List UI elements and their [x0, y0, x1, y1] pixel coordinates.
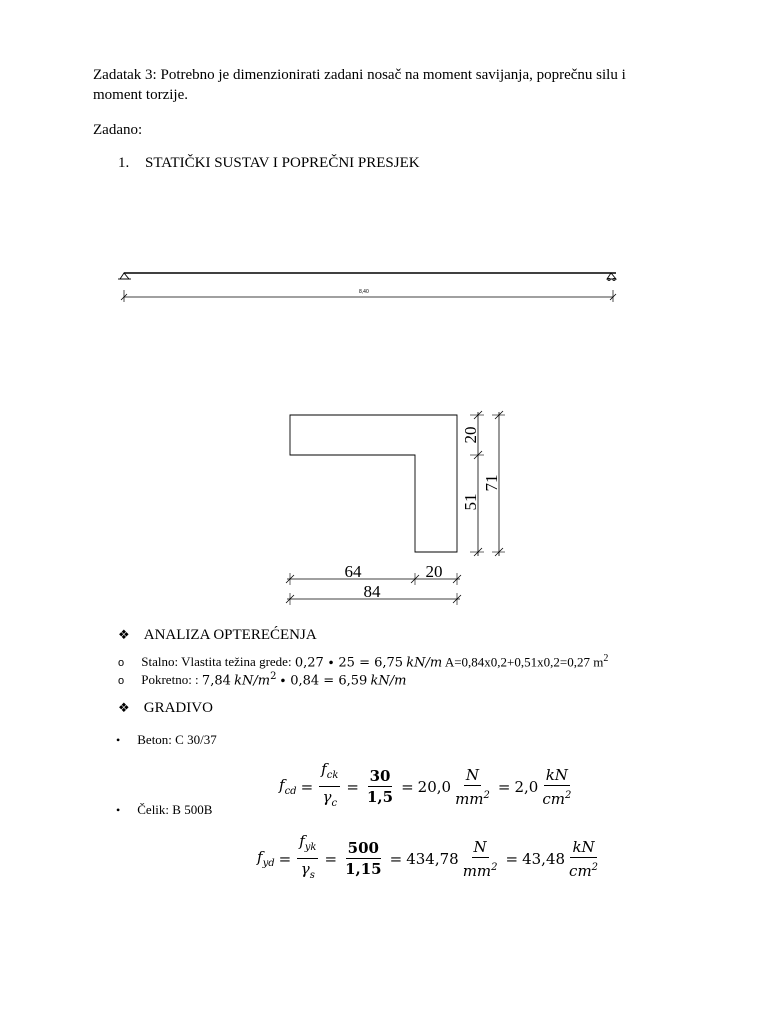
- dot-bullet-icon: •: [116, 803, 121, 817]
- material-title: GRADIVO: [143, 700, 213, 716]
- dim-total-height-label: 71: [482, 474, 501, 492]
- dim-flange-overhang-label: 64: [344, 562, 362, 581]
- circle-bullet-icon: o: [118, 675, 125, 688]
- concrete-item: [116, 731, 217, 749]
- equals-sign: =: [401, 777, 414, 796]
- live-load-item: [118, 668, 407, 690]
- fyd-lhs: $f_{yd}$: [257, 848, 275, 869]
- live-load-unit2: kN/m: [370, 673, 407, 689]
- equals-sign: =: [389, 849, 403, 868]
- live-load-value: 7,84: [201, 673, 231, 689]
- dim-top-flange-label: 20: [461, 426, 480, 444]
- live-load-label: Pokretno: :: [141, 672, 199, 688]
- load-analysis-heading: [118, 625, 317, 645]
- equals-sign: =: [505, 849, 519, 868]
- fyd-value2: 43,48: [522, 849, 566, 868]
- fyd-fraction-symbolic: $\frac{f_{yk}}{\gamma_s}$: [299, 832, 317, 881]
- section1-title: STATIČKI SUSTAV I POPREČNI PRESJEK: [145, 155, 420, 171]
- equals-sign: =: [346, 777, 359, 796]
- circle-bullet-icon: o: [118, 657, 125, 670]
- fyd-value: 434,78: [406, 849, 459, 868]
- given-label: Zadano:: [93, 122, 143, 138]
- dim-total-width-label: 84: [363, 582, 381, 601]
- area-text: A=0,84x0,2+0,51x0,2=0,27 m: [444, 654, 604, 670]
- diamond-bullet-icon: ❖: [118, 627, 130, 642]
- load-analysis-title: ANALIZA OPTEREĆENJA: [143, 627, 317, 643]
- fcd-unit: $\frac{N}{mm^2}$: [455, 765, 490, 808]
- dead-load-formula: 0,27 ∙ 25 = 6,75: [294, 655, 404, 671]
- fcd-unit2: $\frac{kN}{cm^2}$: [542, 765, 572, 808]
- dead-load-unit: kN/m: [406, 655, 443, 671]
- dot-bullet-icon: •: [116, 733, 121, 747]
- cross-section-outline: [290, 415, 457, 552]
- dead-load-label: Stalno: Vlastita težina grede:: [141, 654, 292, 670]
- area-exponent: 2: [603, 653, 609, 664]
- live-load-rest: ∙ 0,84 = 6,59: [279, 673, 368, 689]
- span-dimension-label: 8,40: [359, 289, 369, 295]
- live-load-unit1: kN/m: [234, 673, 271, 689]
- concrete-label: Beton: C 30/37: [137, 732, 217, 747]
- steel-item: [116, 801, 212, 819]
- equals-sign: =: [300, 777, 314, 796]
- fcd-fraction-symbolic: $\frac{f_{ck}}{\gamma_c}$: [321, 760, 339, 809]
- fcd-fraction-numeric: $\frac{30}{1,5}$: [366, 767, 394, 806]
- fcd-value: 20,0: [417, 777, 452, 796]
- equals-sign: =: [497, 777, 511, 796]
- task-intro-line1: Zadatak 3: Potrebno je dimenzionirati zadani nosač na moment savijanja, poprečnu silu i: [93, 67, 626, 83]
- section1-number: 1.: [118, 155, 130, 171]
- steel-label: Čelik: B 500B: [137, 802, 213, 817]
- equals-sign: =: [278, 849, 292, 868]
- dim-web-width-label: 20: [425, 562, 443, 581]
- task-intro-line2: moment torzije.: [93, 87, 188, 103]
- live-load-unit1-exp: 2: [270, 671, 277, 682]
- material-heading: [118, 698, 213, 718]
- fcd-lhs: $f_{cd}$: [279, 776, 297, 797]
- fyd-unit2: $\frac{kN}{cm^2}$: [569, 837, 599, 880]
- fyd-fraction-numeric: $\frac{500}{1,15}$: [345, 839, 382, 878]
- diamond-bullet-icon: ❖: [118, 700, 130, 715]
- fcd-value2: 2,0: [514, 777, 539, 796]
- fcd-equation: [279, 760, 575, 813]
- fyd-equation: [257, 832, 602, 885]
- fyd-unit: $\frac{N}{mm^2}$: [462, 837, 498, 880]
- dim-web-height-label: 51: [461, 493, 480, 511]
- equals-sign: =: [324, 849, 338, 868]
